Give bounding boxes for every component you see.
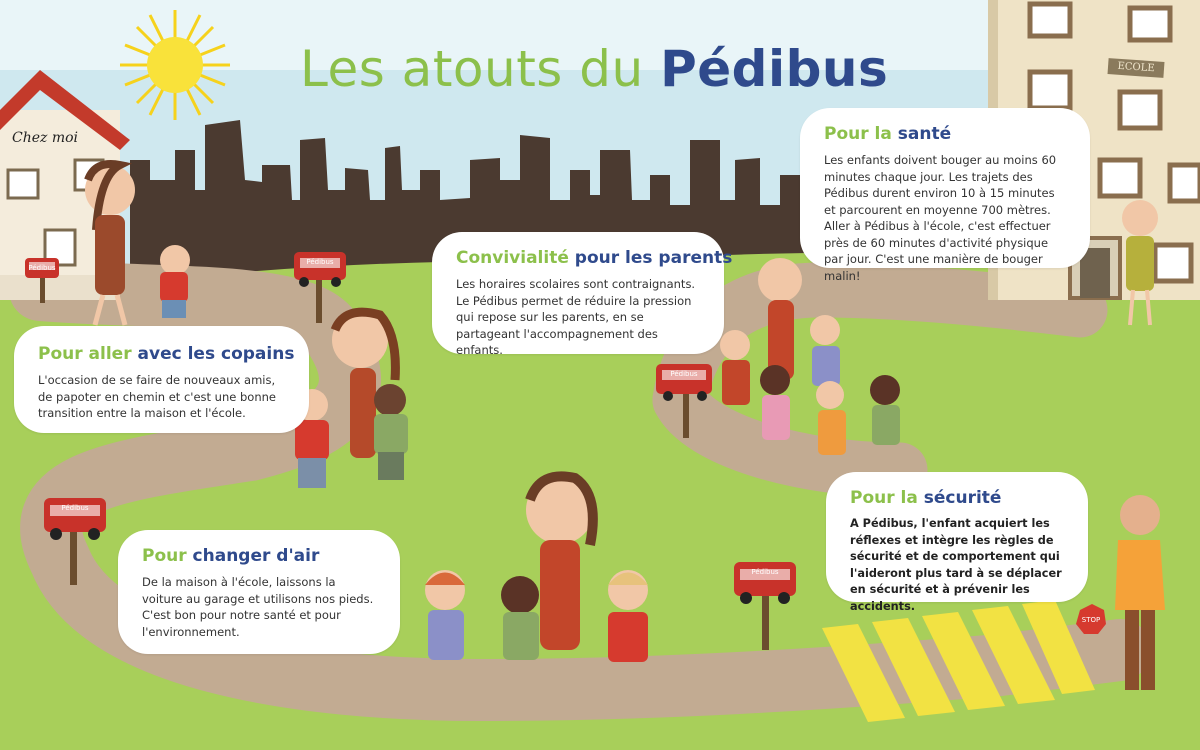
title-part2: Pédibus (660, 40, 889, 98)
school-label: ECOLE (1108, 58, 1165, 78)
heading-lead: Pour la (850, 488, 918, 508)
bubble-air-text: De la maison à l'école, laissons la voiture au garage et utilisons nos pieds. C'est bon pour notre santé et pour l'environnement. (142, 575, 374, 639)
bubble-copains-heading (38, 344, 295, 364)
heading-lead: Pour (142, 546, 187, 566)
home-label: Chez moi (12, 130, 79, 146)
child-walking-figure (608, 570, 648, 662)
bubble-copains-text: L'occasion de se faire de nouveaux amis, de papoter en chemin et c'est une bonne transition entre la maison et l'école. (38, 373, 276, 420)
bubble-convivialite-heading (456, 248, 733, 268)
bubble-sante-heading (824, 124, 1068, 144)
heading-lead: Pour aller (38, 344, 132, 364)
bubble-convivialite (432, 232, 733, 357)
bus-sign-label: Pédibus (670, 370, 698, 378)
bus-sign-label: Pédibus (751, 568, 779, 576)
heading-main: santé (897, 124, 952, 144)
poster-title (300, 40, 888, 98)
bubble-sante (800, 108, 1090, 283)
bubble-sante-text: Les enfants doivent bouger au moins 60 minutes chaque jour. Les trajets des Pédibus durent environ 10 à 15 minutes et parcourent en moyenne 700 mètres. Aller à Pédibus à l'école, c'est effectuer près de 60 minutes d'activité physique par jour. C'est une manière de bouger malin! (824, 153, 1057, 283)
child-walking-figure (160, 245, 190, 318)
child-walking-figure (501, 576, 539, 660)
bubble-air (118, 530, 400, 654)
child-walking-figure (374, 384, 408, 480)
child-walking-figure (425, 570, 465, 660)
bubble-securite-heading (850, 488, 1066, 508)
title-part1: Les atouts du (300, 40, 644, 98)
heading-lead: Convivialité (456, 248, 569, 268)
stop-sign-label: STOP (1081, 616, 1101, 624)
bubble-securite-text: A Pédibus, l'enfant acquiert les réflexes et intègre les règles de sécurité et de comportement qui l'aideront plus tard à se déplacer en sécurité et à prévenir les accidents. (850, 517, 1062, 613)
bubble-securite (826, 472, 1088, 613)
heading-main: pour les parents (574, 248, 733, 268)
heading-main: sécurité (923, 488, 1002, 508)
bus-sign-label: Pédibus (306, 258, 334, 266)
bus-sign-label: Pédibus (61, 504, 89, 512)
bus-sign-label: Pédibus (28, 264, 56, 272)
bubble-copains (14, 326, 309, 433)
heading-lead: Pour la (824, 124, 892, 144)
bubble-air-heading (142, 546, 378, 566)
heading-main: avec les copains (137, 344, 295, 364)
heading-main: changer d'air (192, 546, 320, 566)
bubble-convivialite-text: Les horaires scolaires sont contraignants. Le Pédibus permet de réduire la pression qui repose sur les parents, en se partageant l'accompagnement des enfants. (456, 277, 696, 357)
